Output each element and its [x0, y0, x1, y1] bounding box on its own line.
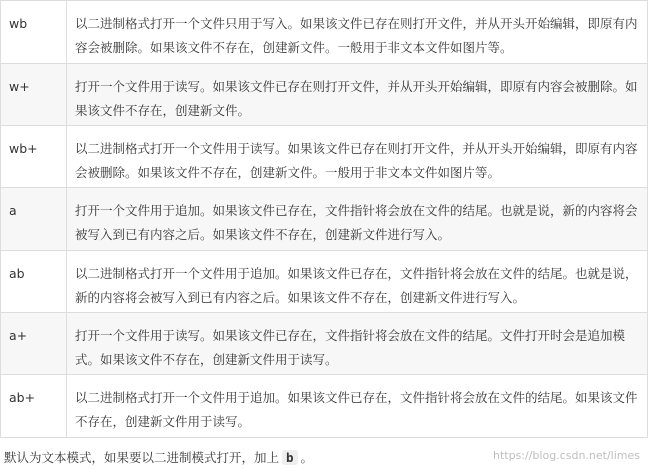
binary-mode-note [4, 448, 313, 468]
description-cell: 以二进制格式打开一个文件只用于写入。如果该文件已存在则打开文件，并从开头开始编辑，即原有内容会被删除。如果该文件不存在，创建新文件。一般用于非文本文件如图片等。 [67, 1, 648, 64]
description-cell: 打开一个文件用于追加。如果该文件已存在，文件指针将会放在文件的结尾。也就是说，新的内容将会被写入到已有内容之后。如果该文件不存在，创建新文件进行写入。 [67, 188, 648, 251]
description-cell: 以二进制格式打开一个文件用于追加。如果该文件已存在，文件指针将会放在文件的结尾。也就是说，新的内容将会被写入到已有内容之后。如果该文件不存在，创建新文件进行写入。 [67, 251, 648, 313]
mode-cell: wb+ [1, 126, 67, 188]
table-row [1, 375, 648, 438]
description-cell: 打开一个文件用于读写。如果该文件已存在则打开文件，并从开头开始编辑，即原有内容会被删除。如果该文件不存在，创建新文件。 [67, 64, 648, 126]
table-row [1, 188, 648, 251]
description-cell: 打开一个文件用于读写。如果该文件已存在，文件指针将会放在文件的结尾。文件打开时会是追加模式。如果该文件不存在，创建新文件用于读写。 [67, 313, 648, 375]
mode-cell: a+ [1, 313, 67, 375]
mode-cell: ab+ [1, 375, 67, 438]
table-row [1, 126, 648, 188]
mode-cell: w+ [1, 64, 67, 126]
description-cell: 以二进制格式打开一个文件用于追加。如果该文件已存在，文件指针将会放在文件的结尾。如果该文件不存在，创建新文件用于读写。 [67, 375, 648, 438]
mode-cell: ab [1, 251, 67, 313]
note-text-before: 默认为文本模式，如果要以二进制模式打开，加上 [4, 450, 280, 465]
binary-flag-code: b [282, 450, 298, 465]
table-row [1, 1, 648, 64]
table-row [1, 313, 648, 375]
note-text-after: 。 [300, 450, 314, 465]
table-row [1, 251, 648, 313]
mode-cell: wb [1, 1, 67, 64]
watermark-url: https://blog.csdn.net/limes [493, 449, 640, 462]
mode-cell: a [1, 188, 67, 251]
description-cell: 以二进制格式打开一个文件用于读写。如果该文件已存在则打开文件，并从开头开始编辑，即原有内容会被删除。如果该文件不存在，创建新文件。一般用于非文本文件如图片等。 [67, 126, 648, 188]
table-row [1, 64, 648, 126]
